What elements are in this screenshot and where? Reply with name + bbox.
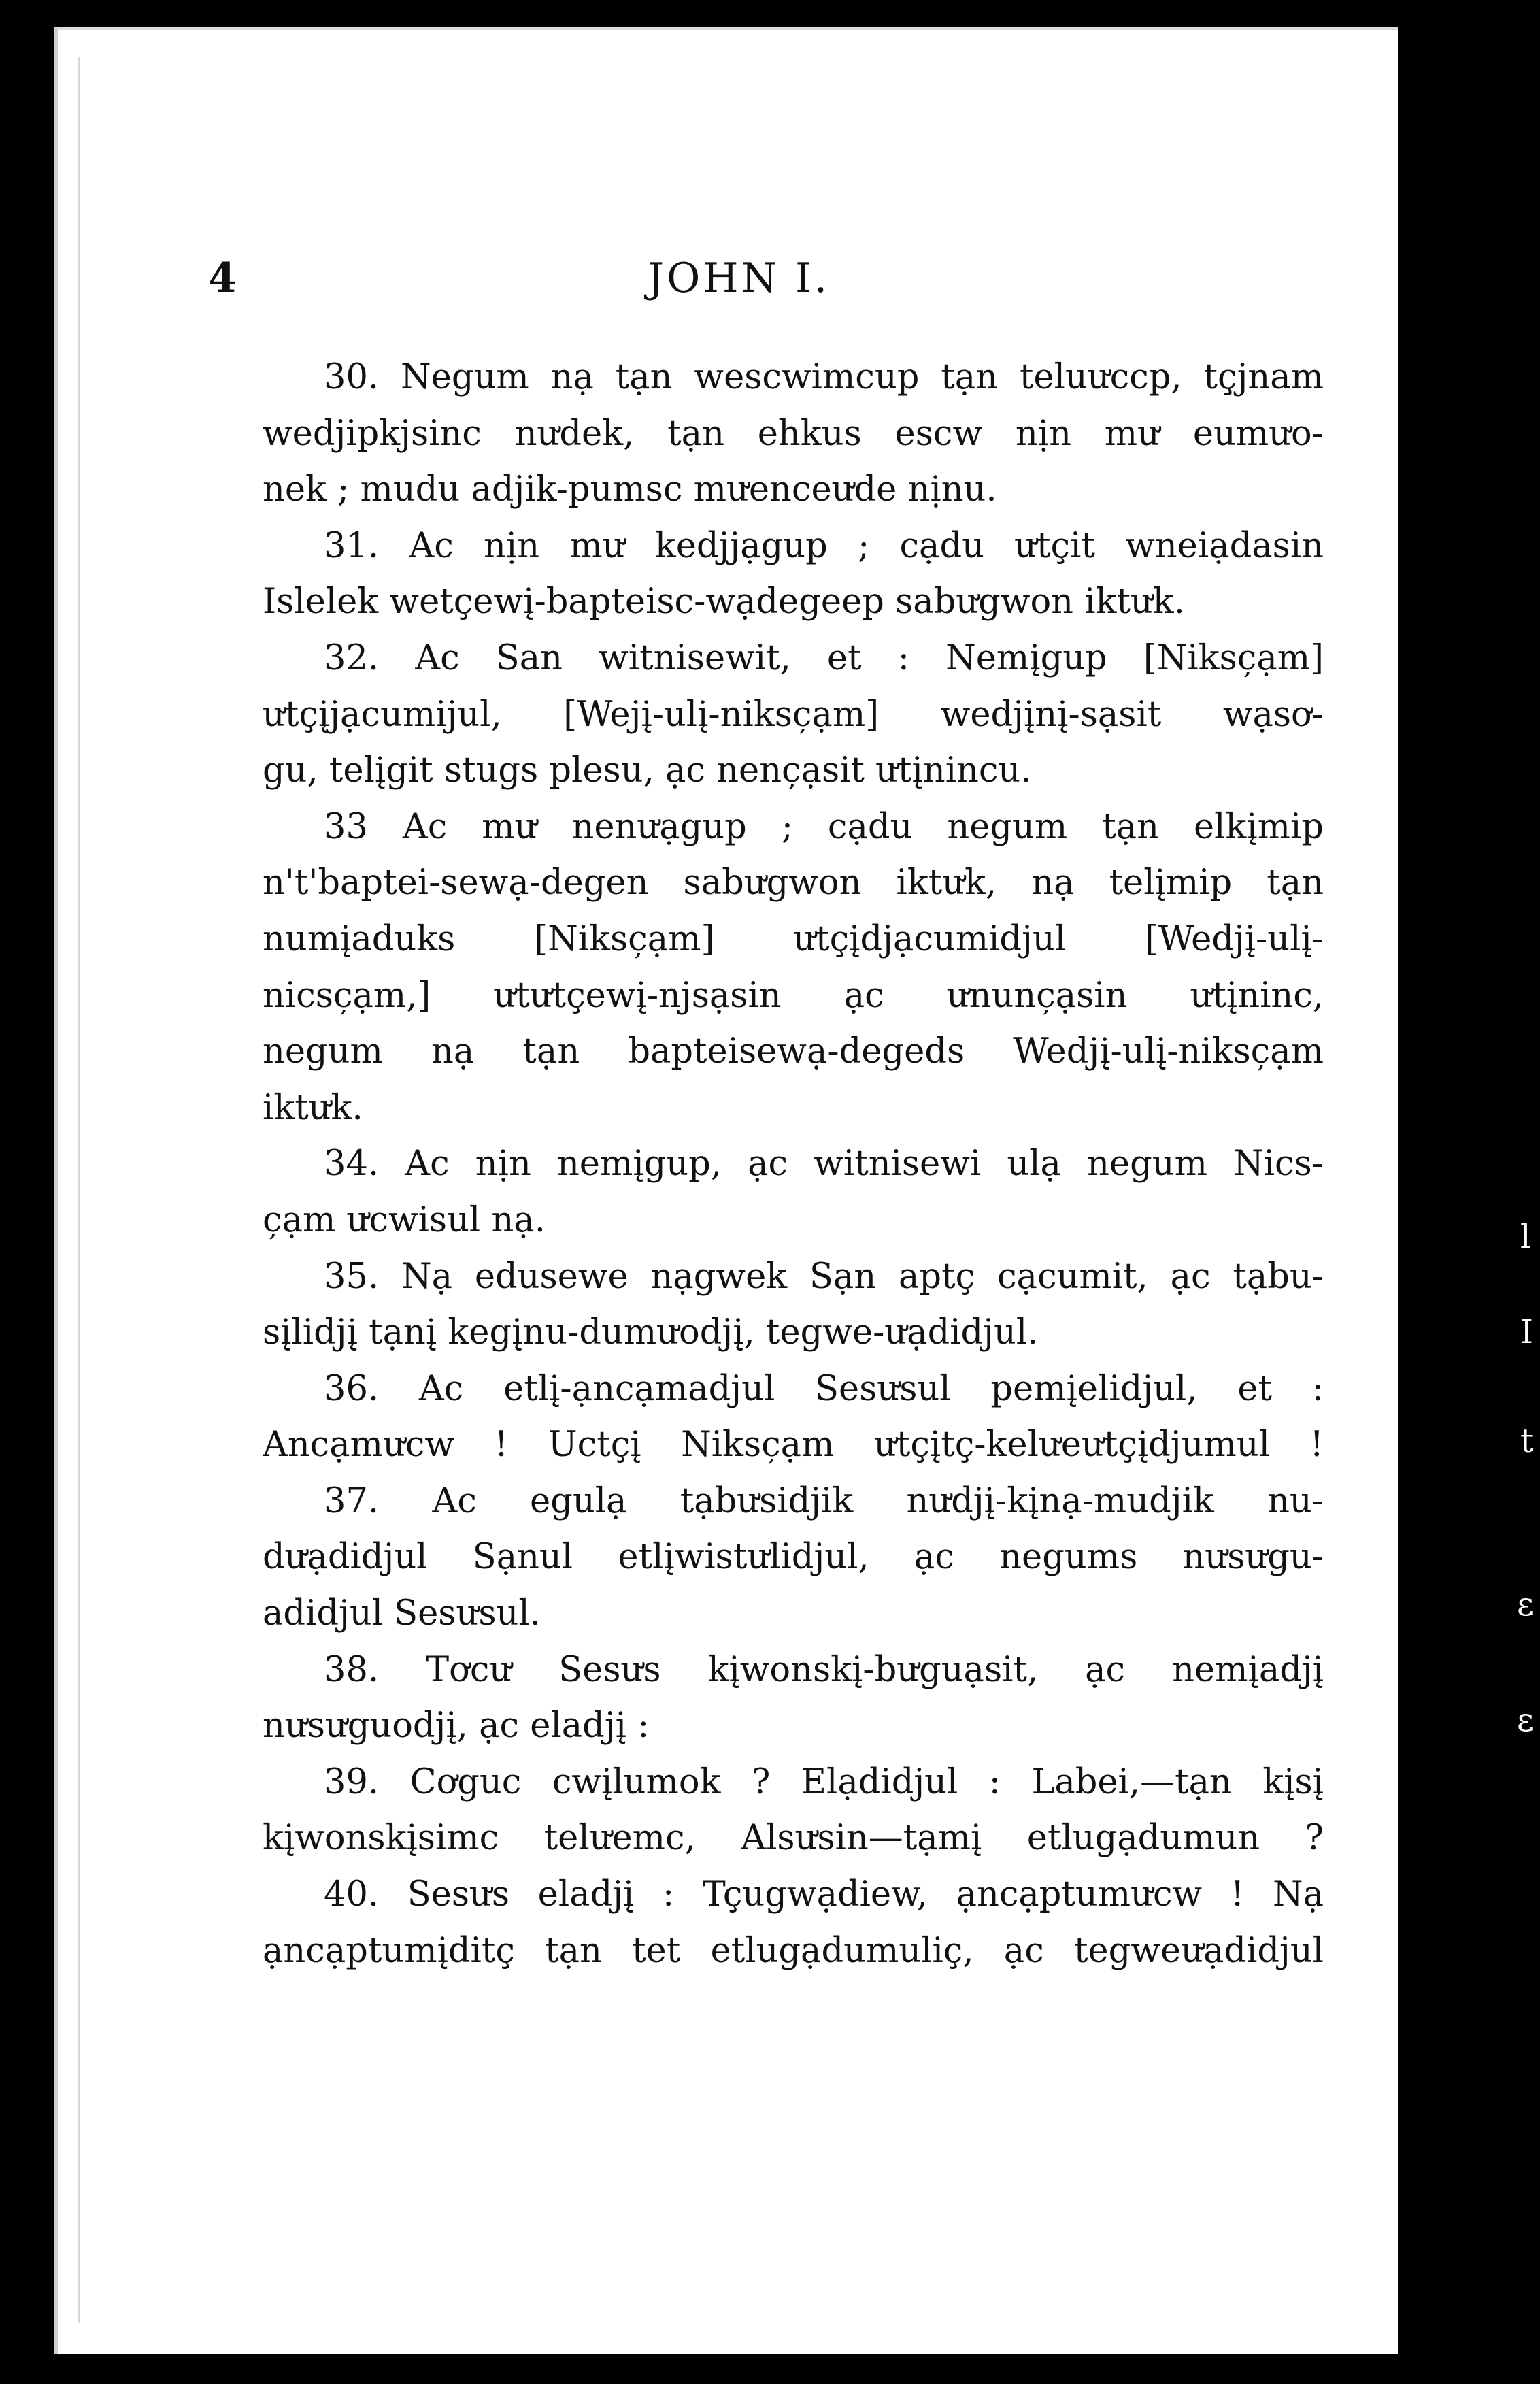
- text-line: 32. Ac San witnisewit, et : Nemįgup [Niksc̦ạm]: [324, 638, 1324, 678]
- text-line: Ancạmưcw ! Uctçį Niksc̦ạm ưtçįtç-kelưeưtçįdjumul !: [263, 1425, 1324, 1466]
- margin-mark: t: [1520, 1422, 1534, 1460]
- margin-mark: l: [1520, 1218, 1531, 1256]
- text-line: 37. Ac egulạ tạbưsidjik nưdjį-kįnạ-mudjik nu-: [324, 1480, 1324, 1521]
- text-line: iktưk.: [263, 1087, 363, 1128]
- margin-mark: I: [1520, 1313, 1533, 1351]
- page-header: [208, 254, 1269, 316]
- text-line: ưtçįjạcumijul, [Wejį-ulį-niksc̦ạm] wedjįnį-sạsit wạsơ-: [263, 694, 1324, 735]
- text-line: wedjipkjsinc nưdek, tạn ehkus escw nịn mư eumưo-: [263, 413, 1324, 454]
- text-line: sįlidjį tạnį kegįnu-dumưodjį, tegwe-ưạdidjul.: [263, 1312, 1039, 1353]
- verse-text: [263, 350, 1324, 1979]
- text-line: 33 Ac mư nenưạgup ; cạdu negum tạn elkįmip: [324, 806, 1324, 847]
- text-line: nek ; mudu adjik-pumsc mưenceưde nịnu.: [263, 469, 997, 510]
- margin-mark: ε: [1517, 1701, 1534, 1739]
- text-line: kįwonskįsimc telưemc, Alsưsin—tạmį etlugạdumun ?: [263, 1818, 1324, 1859]
- text-line: 39. Cơguc cwįlumok ? Elạdidjul : Labei,—tạn kįsį: [324, 1761, 1324, 1802]
- page-edge-rule: [78, 57, 80, 2323]
- text-line: 36. Ac etlį-ạncạmadjul Sesưsul pemįelidjul, et :: [324, 1368, 1324, 1409]
- text-line: 38. Tơcư Sesưs kįwonskį-bưguạsit, ạc nemįadjį: [324, 1649, 1324, 1690]
- text-line: dưạdidjul Sạnul etlįwistưlidjul, ạc negums nưsưgu-: [263, 1537, 1324, 1578]
- page-number: 4: [208, 254, 237, 302]
- book-page: [54, 27, 1398, 2354]
- text-line: numįaduks [Niksc̦ạm] ưtçįdjạcumidjul [Wedjį-ulį-: [263, 918, 1324, 959]
- text-line: gu, telįgit stugs plesu, ạc nenc̦ạsit ưtįnincu.: [263, 750, 1032, 791]
- text-line: ạncạptumįditç tạn tet etlugạdumuliç, ạc tegweưạdidjul: [263, 1930, 1324, 1971]
- text-line: 34. Ac nịn nemįgup, ạc witnisewi ulạ negum Nics-: [324, 1144, 1324, 1185]
- text-line: Islelek wetçewį-bapteisc-wạdegeep sabưgwon iktưk.: [263, 582, 1185, 623]
- text-line: 30. Negum nạ tạn wescwimcup tạn teluưccp, tç̧jnam: [324, 357, 1324, 397]
- running-title: JOHN I.: [648, 254, 830, 302]
- text-line: adidjul Sesưsul.: [263, 1593, 541, 1634]
- text-line: c̦ạm ưcwisul nạ.: [263, 1199, 546, 1240]
- text-line: nicsc̦ạm,] ưtưtçewį-njsạsin ạc ưnunc̦ạsin ưtįninc,: [263, 975, 1324, 1016]
- margin-mark: ε: [1517, 1585, 1534, 1623]
- text-line: 35. Nạ edusewe nạgwek Sạn aptç cạcumit, ạc tạbu-: [324, 1256, 1324, 1297]
- text-line: n't'baptei-sewạ-degen sabưgwon iktưk, nạ telįmip tạn: [263, 863, 1324, 904]
- text-line: negum nạ tạn bapteisewạ-degeds Wedjį-ulį-niksc̦ạm: [263, 1031, 1324, 1072]
- text-line: 31. Ac nịn mư kedjjạgup ; cạdu ưtçit wneiạdasin: [324, 525, 1324, 566]
- text-line: nưsưguodjį, ạc eladjį :: [263, 1706, 650, 1746]
- text-line: 40. Sesưs eladjį : Tçugwạdiew, ạncạptumưcw ! Nạ: [324, 1874, 1324, 1915]
